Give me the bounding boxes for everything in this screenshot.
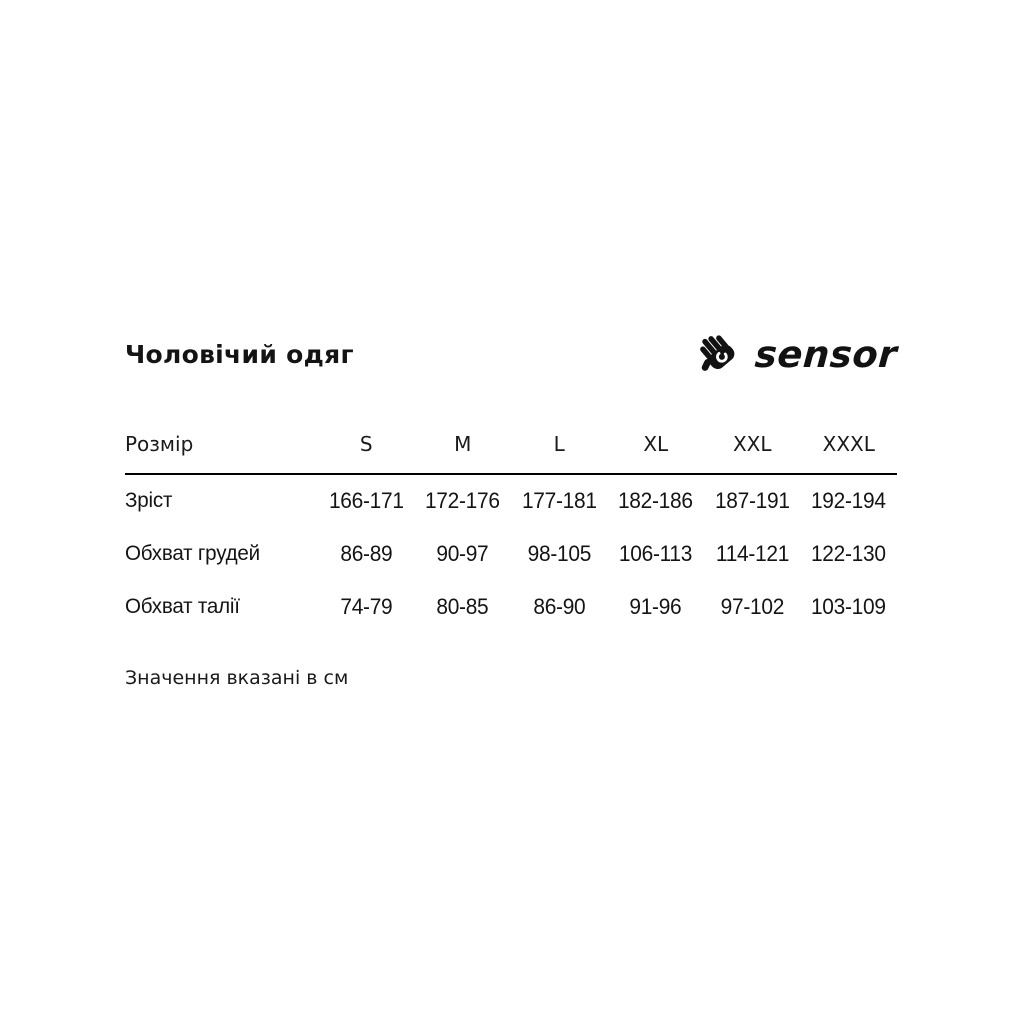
size-value: 91-96 <box>629 593 682 619</box>
page-header <box>125 330 897 378</box>
row-label: Зріст <box>125 489 173 512</box>
table-row-height <box>125 474 897 527</box>
size-value: 114-121 <box>715 540 789 566</box>
sensor-logo <box>697 330 897 378</box>
content-area <box>125 330 897 689</box>
row-label: Обхват талії <box>125 594 240 618</box>
hand-glove-icon <box>697 330 743 378</box>
header-row <box>125 432 897 474</box>
size-chart-header <box>125 432 897 474</box>
size-value: 182-186 <box>618 488 694 513</box>
units-note: Значення вказані в см <box>125 667 349 689</box>
size-value: 172-176 <box>425 488 501 513</box>
size-value: 90-97 <box>436 540 489 566</box>
size-value: 177-181 <box>521 488 597 513</box>
sensor-wordmark: sensor <box>753 332 899 376</box>
size-value: 98-105 <box>527 540 591 566</box>
row-label: Обхват грудей <box>125 541 260 565</box>
size-value: 86-89 <box>340 540 393 566</box>
size-value: 106-113 <box>619 540 693 566</box>
size-value: 103-109 <box>811 593 887 619</box>
size-chart-body <box>125 474 897 633</box>
size-value: 122-130 <box>811 540 887 566</box>
size-header-l: L <box>553 432 565 456</box>
size-value: 166-171 <box>328 488 404 513</box>
size-value: 80-85 <box>436 593 489 619</box>
size-value: 74-79 <box>340 593 393 619</box>
size-value: 187-191 <box>714 488 790 513</box>
size-header-xl: XL <box>643 432 669 456</box>
size-column-title: Розмір <box>125 432 194 456</box>
size-value: 86-90 <box>533 593 586 619</box>
size-header-m: M <box>454 432 472 456</box>
table-row-chest <box>125 527 897 580</box>
size-header-xxxl: XXXL <box>822 432 875 456</box>
size-header-xxl: XXL <box>732 432 772 456</box>
page-title: Чоловічий одяг <box>125 339 354 369</box>
size-value: 192-194 <box>811 488 887 513</box>
size-chart-table <box>125 432 897 633</box>
table-row-waist <box>125 580 897 633</box>
size-value: 97-102 <box>720 593 784 619</box>
size-header-s: S <box>359 432 373 456</box>
